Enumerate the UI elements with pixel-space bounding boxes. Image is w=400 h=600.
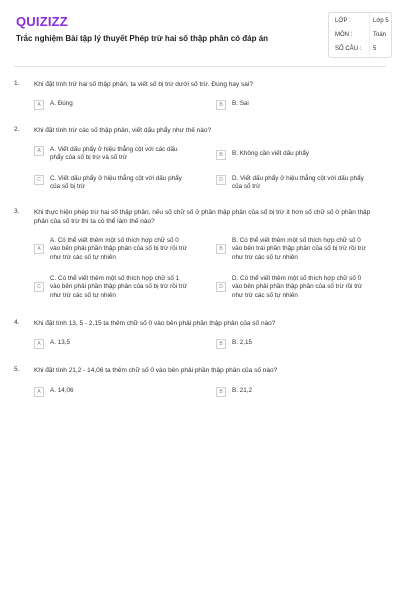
- question-3-text: Khi thực hiện phép trừ hai số thập phân, nếu số chữ số ở phần thập phân của số bị trừ ít hơn số chữ số ở phần thập phân của số trừ thì ta có thể làm thế nào?: [34, 209, 371, 225]
- header-divider: [14, 66, 386, 67]
- question-1-text: Khi đặt tính trừ hai số thập phân, ta viết số bị trừ dưới số trừ. Đúng hay sai?: [34, 81, 253, 88]
- option-text: A. Viết dấu phẩy ở hiệu thẳng cột với các dấu phẩy của số bị trừ và số trừ: [50, 146, 178, 162]
- question-4-option-a[interactable]: [34, 339, 190, 349]
- option-text: B. Không cần viết dấu phẩy: [232, 150, 310, 157]
- option-a-box: A: [34, 339, 44, 349]
- option-d-box: D: [216, 282, 226, 292]
- question-3-option-d[interactable]: [216, 275, 372, 300]
- option-text: A. Đúng: [50, 100, 73, 107]
- option-b-box: B: [216, 100, 226, 110]
- option-a-box: A: [34, 244, 44, 254]
- option-c-box: C: [34, 282, 44, 292]
- question-3-number: 3.: [14, 208, 20, 215]
- quizizz-logo: QUIZIZZ: [16, 14, 68, 29]
- option-text: C. Có thể viết thêm một số thích hợp chữ số 1 vào bên phải phần thập phân của số bị trừ rồi trừ như trừ các số tự nhiên: [50, 275, 187, 299]
- option-text: D. Viết dấu phẩy ở hiệu thẳng cột với dấu phẩy của số trừ: [232, 175, 364, 191]
- option-text: A. 13,5: [50, 339, 70, 346]
- option-b-box: B: [216, 244, 226, 254]
- question-3-option-a[interactable]: [34, 237, 190, 262]
- question-3-option-c[interactable]: [34, 275, 190, 300]
- question-2-option-a[interactable]: [34, 146, 190, 163]
- question-3-option-b[interactable]: [216, 237, 372, 262]
- question-5-number: 5.: [14, 366, 20, 373]
- option-text: C. Viết dấu phẩy ở hiệu thẳng cột với dấu phẩy của số bị trừ: [50, 175, 182, 191]
- question-1-option-a[interactable]: [34, 100, 190, 110]
- info-divider: [369, 13, 370, 57]
- option-text: A. 14,06: [50, 387, 74, 394]
- question-2-number: 2.: [14, 126, 20, 133]
- option-a-box: A: [34, 100, 44, 110]
- page-title: Trắc nghiệm Bài tập lý thuyết Phép trừ hai số thập phân có đáp án: [16, 34, 269, 43]
- option-text: B. 21,2: [232, 387, 252, 394]
- question-1-number: 1.: [14, 80, 20, 87]
- option-b-box: B: [216, 387, 226, 397]
- question-2-option-c[interactable]: [34, 175, 190, 192]
- info-label-count: SỐ CÂU :: [335, 46, 362, 52]
- option-c-box: C: [34, 175, 44, 185]
- question-2-option-b[interactable]: [216, 150, 372, 160]
- option-b-box: B: [216, 339, 226, 349]
- option-text: B. Sai: [232, 100, 249, 107]
- option-text: B. 2,15: [232, 339, 252, 346]
- question-4-text: Khi đặt tính 13, 5 - 2,15 ta thêm chữ số 0 vào bên phải phần thập phân của số nào?: [34, 320, 276, 327]
- question-5-option-b[interactable]: [216, 387, 372, 397]
- question-2-text: Khi đặt tính trừ các số thập phân, viết dấu phẩy như thế nào?: [34, 127, 212, 134]
- option-text: D. Có thể viết thêm một số thích hợp chữ số 0 vào bên phải phần thập phân của số trừ rồi trừ như trừ các số tự nhiên: [232, 275, 363, 299]
- question-1-option-b[interactable]: [216, 100, 372, 110]
- option-text: B. Có thể viết thêm một số thích hợp chữ số 0 vào bên trái phần thập phân của số bị trừ rồi trừ như trừ các số tự nhiên: [232, 237, 366, 261]
- info-value-grade: Lớp 5: [373, 18, 389, 24]
- question-2-option-d[interactable]: [216, 175, 372, 192]
- info-label-subject: MÔN :: [335, 32, 353, 38]
- question-4-option-b[interactable]: [216, 339, 372, 349]
- option-d-box: D: [216, 175, 226, 185]
- question-5-option-a[interactable]: [34, 387, 190, 397]
- question-5-text: Khi đặt tính 21,2 - 14,06 ta thêm chữ số 0 vào bên phải phần thập phân của số nào?: [34, 367, 278, 374]
- info-label-grade: LỚP :: [335, 18, 351, 24]
- option-a-box: A: [34, 146, 44, 156]
- info-value-subject: Toán: [373, 32, 387, 38]
- option-a-box: A: [34, 387, 44, 397]
- option-b-box: B: [216, 150, 226, 160]
- option-text: A. Có thể viết thêm một số thích hợp chữ số 0 vào bên phải phần thập phân của số bị trừ rồi trừ như trừ các số tự nhiên: [50, 237, 187, 261]
- info-box: [328, 12, 392, 58]
- info-value-count: 5: [373, 46, 377, 52]
- question-4-number: 4.: [14, 319, 20, 326]
